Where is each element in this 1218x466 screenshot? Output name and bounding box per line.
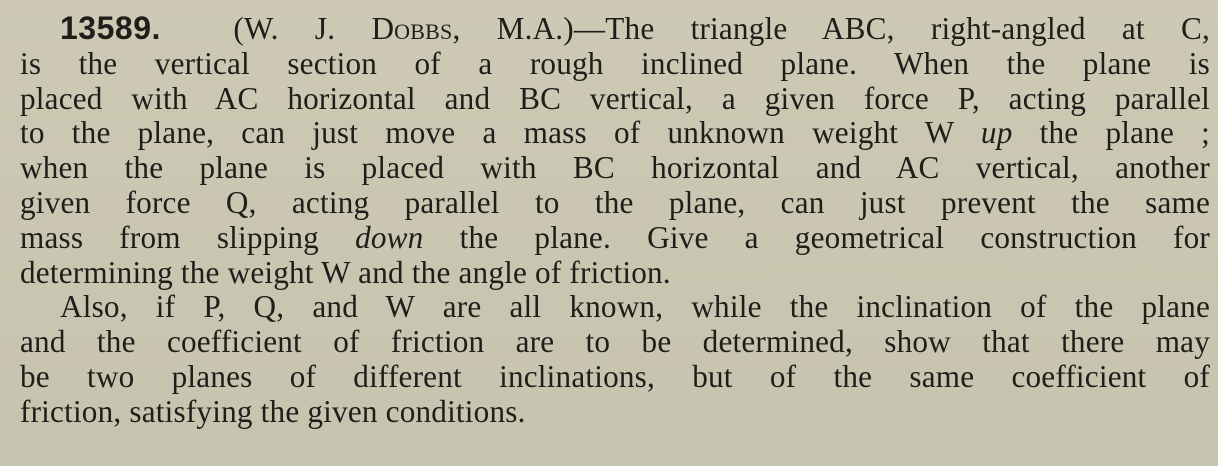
- text-line: placed with AC horizontal and BC vertical, a given force P, acting parallel: [20, 80, 1210, 116]
- text-line: be two planes of different inclinations, but of the same coefficient of: [20, 358, 1210, 394]
- text-segment: the plane. Give a geometrical construction for: [423, 219, 1210, 255]
- text-line: [20, 11, 1210, 47]
- text-segment: the plane ;: [1012, 115, 1210, 151]
- text-segment: to the plane, can just move a mass of unknown weight W: [20, 115, 981, 151]
- text-line: determining the weight W and the angle of friction.: [20, 254, 671, 290]
- text-line: [20, 221, 1210, 256]
- author-suffix: , M.A.): [452, 11, 574, 46]
- problem-number: 13589.: [60, 10, 161, 46]
- italic-word: up: [980, 115, 1013, 151]
- text-line: [20, 116, 1210, 151]
- text-line: Also, if P, Q, and W are all known, while the inclination of the plane: [60, 289, 1210, 325]
- text-segment: —The triangle ABC, right-angled at C,: [573, 11, 1211, 46]
- text-line: when the plane is placed with BC horizontal and AC vertical, another: [20, 150, 1210, 186]
- text-line: and the coefficient of friction are to be determined, show that there may: [20, 324, 1210, 360]
- author-name: Dobbs: [371, 11, 453, 46]
- text-line: given force Q, acting parallel to the plane, can just prevent the same: [20, 184, 1210, 220]
- author-prefix: (W. J.: [233, 11, 372, 46]
- text-line: friction, satisfying the given conditions.: [20, 393, 526, 429]
- italic-word: down: [355, 219, 424, 255]
- text-segment: mass from slipping: [20, 219, 356, 255]
- text-line: is the vertical section of a rough inclined plane. When the plane is: [20, 45, 1210, 81]
- problem-paragraph-2: [20, 290, 1210, 429]
- problem-paragraph-1: [20, 11, 1210, 290]
